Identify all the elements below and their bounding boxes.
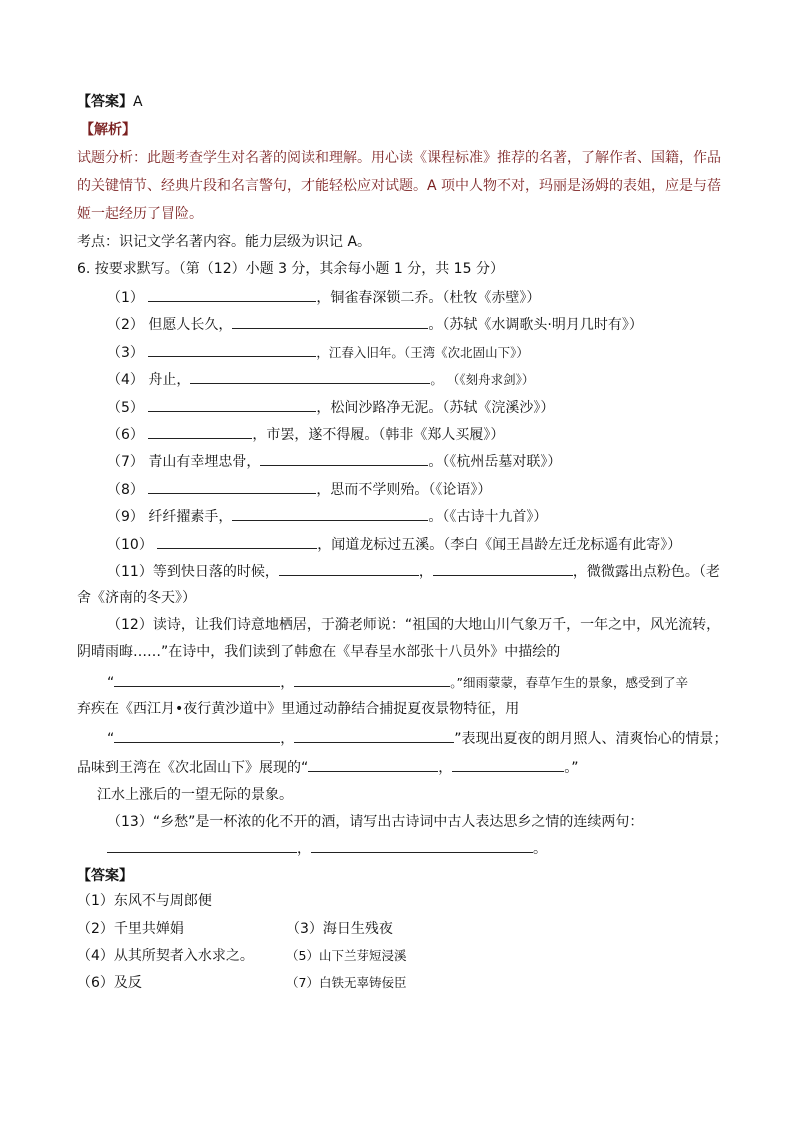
item-12-line-7: 江水上涨后的一望无际的景象。: [97, 787, 293, 803]
item-number: （2）: [107, 317, 144, 333]
item-1: [107, 287, 540, 308]
item-11: [107, 561, 720, 582]
item-text: 。”细雨蒙蒙，春草乍生的景象，感受到了辛: [450, 675, 688, 690]
item-3: [107, 342, 529, 363]
item-2: [107, 314, 643, 335]
answer-blank[interactable]: [279, 561, 419, 576]
item-text: ，江春入旧年。（王湾《次北固山下》）: [316, 345, 529, 360]
item-text: ，: [280, 675, 295, 691]
item-text: 青山有幸埋忠骨，: [148, 454, 261, 470]
answer-item-3: （3）海日生残夜: [286, 921, 393, 937]
item-13-line-2: [107, 838, 547, 859]
analysis-line-1: 试题分析：此题考查学生对名著的阅读和理解。用心读《课程标准》推荐的名著，了解作者、国籍，作品: [77, 150, 721, 166]
answer-blank[interactable]: [157, 534, 317, 549]
item-11-cont: 舍《济南的冬天》）: [77, 590, 196, 606]
answer-blank[interactable]: [148, 342, 316, 357]
item-10: [107, 534, 681, 555]
item-text: 。: [533, 841, 547, 857]
item-text: 。 （《刻舟求剑》）: [430, 372, 535, 387]
kaodian: 考点：识记文学名著内容。能力层级为识记 A。: [77, 234, 372, 250]
item-7: [107, 451, 561, 472]
answer-value: A: [133, 94, 143, 110]
answer-item-6: （6）及反: [77, 975, 142, 991]
item-number: （9）: [107, 509, 144, 525]
item-text: 。（《杭州岳墓对联》）: [428, 454, 562, 470]
answers-label: 【答案】: [77, 868, 133, 884]
item-number: （4）: [107, 372, 144, 388]
item-number: （1）: [107, 290, 144, 306]
item-text: ，闻道龙标过五溪。（李白《闻王昌龄左迁龙标遥有此寄》）: [317, 537, 682, 553]
item-text: ，松间沙路净无泥。（苏轼《浣溪沙》）: [316, 400, 555, 416]
item-text: ，思而不学则殆。（《论语》）: [316, 482, 492, 498]
item-text: 。（苏轼《水调歌头·明月几时有》）: [428, 317, 643, 333]
item-12-line-5: [107, 728, 728, 749]
item-number: （7）: [107, 454, 144, 470]
analysis-line-3: 姬一起经历了冒险。: [77, 206, 203, 222]
answer-blank[interactable]: [114, 672, 280, 687]
answer-blank[interactable]: [148, 397, 316, 412]
item-12-line-1: （12）读诗，让我们诗意地栖居，于漪老师说：“祖国的大地山川气象万千，一年之中，风光流转，: [107, 617, 721, 633]
answer-label: 【答案】: [77, 94, 133, 110]
answer-blank[interactable]: [148, 287, 316, 302]
item-number: （3）: [107, 345, 144, 361]
analysis-label: 【解析】: [80, 122, 136, 138]
item-8: [107, 479, 491, 500]
answer-blank[interactable]: [232, 506, 428, 521]
item-text: “: [107, 675, 115, 691]
answer-blank[interactable]: [107, 838, 297, 853]
item-4: [107, 369, 534, 390]
item-number: （8）: [107, 482, 144, 498]
answer-item-4: （4）从其所契者入水求之。: [77, 948, 254, 964]
answer-blank[interactable]: [114, 728, 280, 743]
item-text: 品味到王湾在《次北固山下》展现的“: [77, 760, 309, 776]
item-12-line-6: [77, 757, 579, 778]
item-text: ，铜雀春深锁二乔。（杜牧《赤壁》）: [316, 290, 541, 306]
answer-item-2: （2）千里共婵娟: [77, 921, 184, 937]
answer-item-7: （7）白铁无辜铸佞臣: [286, 975, 407, 990]
answer-blank[interactable]: [260, 451, 428, 466]
item-text: ，微微露出点粉色。（老: [572, 564, 720, 580]
item-text: ，: [438, 760, 453, 776]
answer-blank[interactable]: [433, 561, 573, 576]
item-text: ，市罢，遂不得履。（韩非《郑人买履》）: [252, 427, 505, 443]
analysis-line-2: 的关键情节、经典片段和名言警句，才能轻松应对试题。A 项中人物不对，玛丽是汤姆的表姐，应是与蓓: [77, 178, 722, 194]
item-text: ”表现出夏夜的朗月照人、清爽怡心的情景；: [454, 731, 728, 747]
answer-blank[interactable]: [452, 757, 564, 772]
item-6: [107, 424, 504, 445]
answer-blank[interactable]: [190, 369, 430, 384]
item-5: [107, 397, 554, 418]
item-number: （10）: [107, 537, 153, 553]
answer-blank[interactable]: [148, 424, 252, 439]
item-number: （6）: [107, 427, 144, 443]
answer-blank[interactable]: [311, 838, 533, 853]
item-13-line-1: （13）“乡愁”是一杯浓的化不开的酒，请写出古诗词中古人表达思乡之情的连续两句：: [107, 814, 644, 830]
item-text: 但愿人长久，: [148, 317, 233, 333]
answer-blank[interactable]: [148, 479, 316, 494]
item-text: 舟止，: [148, 372, 191, 388]
item-text: 纤纤擢素手，: [148, 509, 233, 525]
item-9: [107, 506, 547, 527]
answer-blank[interactable]: [294, 728, 454, 743]
top-answer: [77, 92, 143, 112]
item-text: 。（《古诗十九首》）: [428, 509, 548, 525]
answer-blank[interactable]: [232, 314, 428, 329]
item-12-line-3: [107, 672, 688, 693]
question-title: 6. 按要求默写。（第（12）小题 3 分，其余每小题 1 分，共 15 分）: [77, 261, 504, 277]
item-text: （11）等到快日落的时候，: [107, 564, 279, 580]
item-text: ，: [280, 731, 295, 747]
item-text: ，: [418, 564, 433, 580]
answer-item-1: （1）东风不与周郎便: [77, 893, 212, 909]
item-text: 。”: [564, 760, 579, 776]
answer-blank[interactable]: [308, 757, 438, 772]
item-number: （5）: [107, 400, 144, 416]
item-text: ，: [297, 841, 311, 857]
item-12-line-4: 弃疾在《西江月•夜行黄沙道中》里通过动静结合捕捉夏夜景物特征，用: [77, 701, 520, 717]
answer-item-5: （5）山下兰芽短浸溪: [286, 948, 407, 963]
answer-blank[interactable]: [294, 672, 450, 687]
item-text: “: [107, 731, 115, 747]
item-12-line-2: 阴晴雨晦……”在诗中，我们读到了韩愈在《早春呈水部张十八员外》中描绘的: [77, 644, 561, 660]
